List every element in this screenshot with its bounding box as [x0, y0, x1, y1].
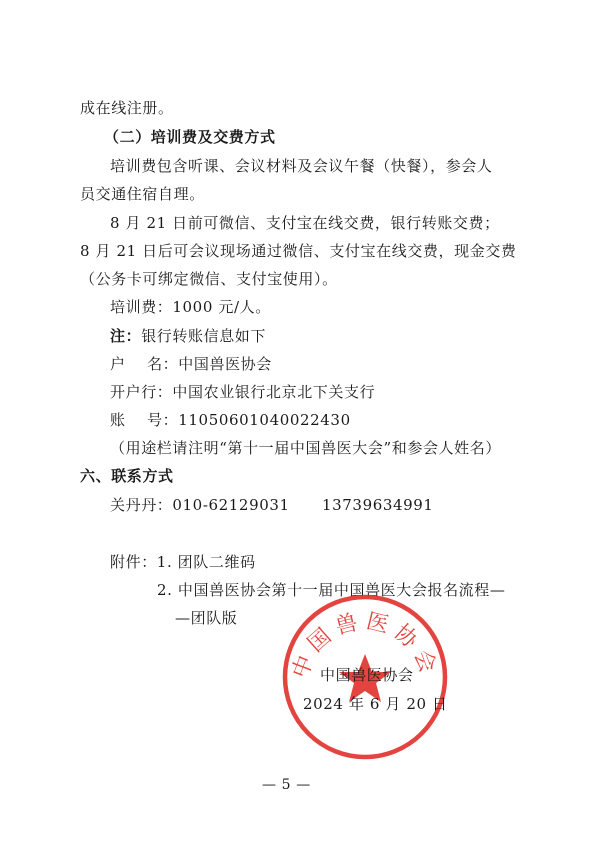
fee-amount: 培训费：1000 元/人。: [110, 298, 271, 316]
contact-name-phone: 关丹丹：010-62129031: [110, 496, 290, 514]
text-line-register: 成在线注册。: [80, 99, 174, 117]
fee-paragraph-2-line-2: 8 月 21 日后可会议现场通过微信、支付宝在线交费，现金交费: [80, 242, 517, 260]
section-6-heading: 六、联系方式: [80, 467, 174, 485]
note-line: [110, 326, 266, 346]
attachment-2-line-2: —团队版: [175, 609, 238, 627]
contact-mobile: 13739634991: [322, 496, 434, 514]
fee-paragraph-2-line-1: 8 月 21 日前可微信、支付宝在线交费，银行转账交费；: [110, 214, 500, 232]
note-label: 注：: [110, 327, 142, 345]
account-name: 户 名：中国兽医协会: [110, 355, 272, 373]
note-text: 银行转账信息如下: [141, 327, 267, 345]
fee-paragraph-1-line-1: 培训费包含听课、会议材料及会议午餐（快餐），参会人: [110, 157, 493, 175]
signature-date: 2024 年 6 月 20 日: [303, 695, 448, 713]
attachment-1: 附件：1. 团队二维码: [110, 553, 256, 571]
account-number: 账 号：11050601040022430: [110, 411, 351, 429]
fee-paragraph-1-line-2: 员交通住宿自理。: [80, 185, 205, 203]
signature-org: 中国兽医协会: [320, 666, 414, 684]
seal-text: 中国兽医协会: [288, 608, 442, 682]
attachment-2-line-1: 2. 中国兽医协会第十一届中国兽医大会报名流程—: [157, 581, 506, 599]
bank-name: 开户行：中国农业银行北京北下关支行: [110, 383, 376, 401]
remark-line: （用途栏请注明“第十一届中国兽医大会”和参会人姓名）: [110, 439, 501, 457]
section-2-heading: （二）培训费及交费方式: [104, 128, 276, 146]
page-number: — 5 —: [262, 777, 311, 793]
fee-paragraph-2-line-3: （公务卡可绑定微信、支付宝使用）。: [80, 270, 338, 288]
